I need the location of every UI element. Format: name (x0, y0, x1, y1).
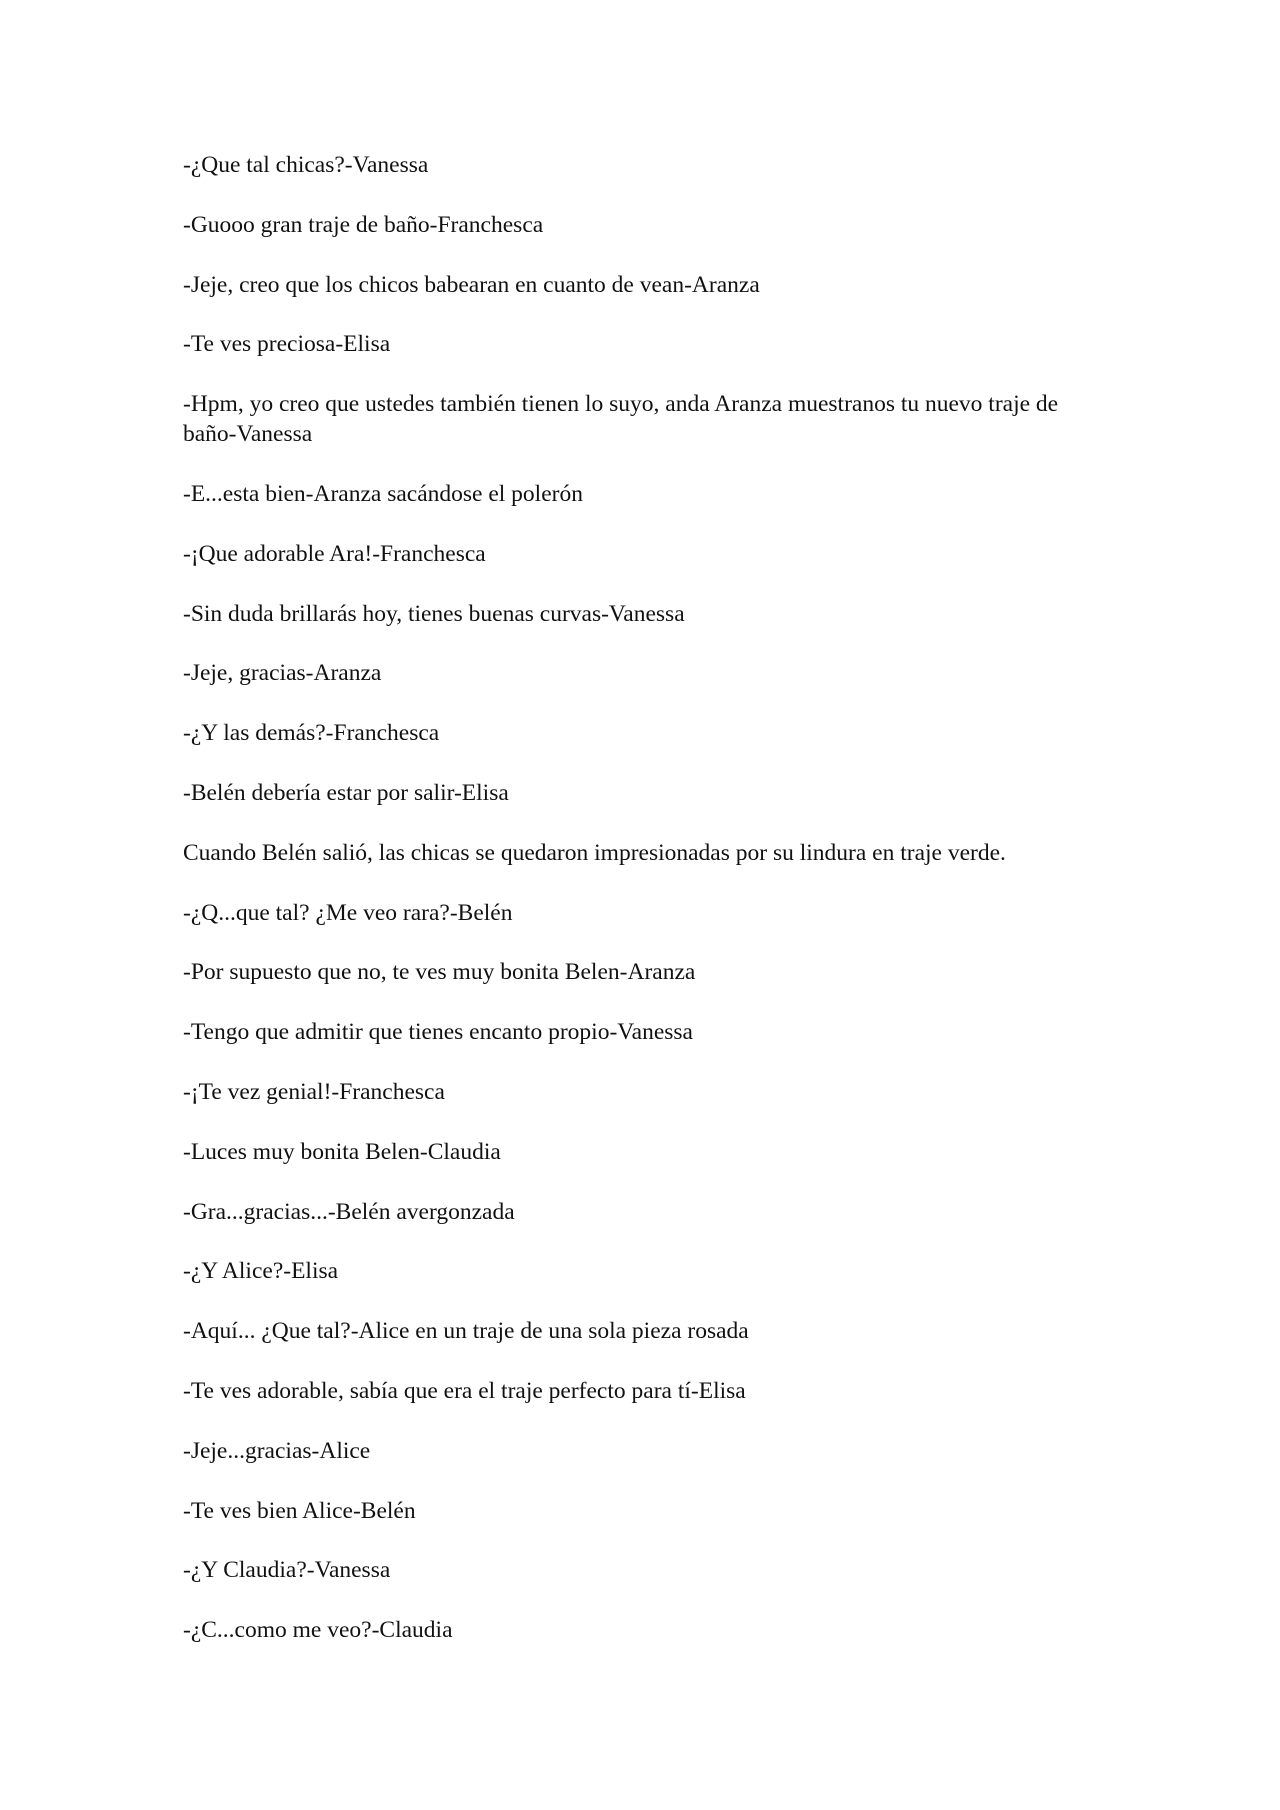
dialogue-line: -Belén debería estar por salir-Elisa (183, 779, 509, 806)
dialogue-line: -¿Que tal chicas?-Vanessa (183, 152, 429, 178)
dialogue-line: -Por supuesto que no, te ves muy bonita Belen-Aranza (183, 959, 696, 986)
dialogue-line: -¿C...como me veo?-Claudia (183, 1617, 453, 1644)
dialogue-line: -Guooo gran traje de baño-Franchesca (183, 211, 544, 238)
dialogue-line: -E...esta bien-Aranza sacándose el polerón (183, 480, 583, 507)
dialogue-line: -¡Te vez genial!-Franchesca (183, 1078, 445, 1105)
dialogue-line: -¿Y las demás?-Franchesca (183, 720, 440, 747)
dialogue-line: -¡Que adorable Ara!-Franchesca (183, 540, 486, 567)
dialogue-line: -Hpm, yo creo que ustedes también tienen lo suyo, anda Aranza muestranos tu nuevo traje de baño-Vanessa (183, 391, 1059, 448)
dialogue-line: -¿Q...que tal? ¿Me veo rara?-Belén (183, 899, 513, 926)
dialogue-line: -Aquí... ¿Que tal?-Alice en un traje de una sola pieza rosada (183, 1318, 749, 1345)
dialogue-line: -Te ves adorable, sabía que era el traje perfecto para tí-Elisa (183, 1377, 746, 1404)
dialogue-line: -¿Y Claudia?-Vanessa (183, 1557, 391, 1584)
dialogue-line: -Te ves preciosa-Elisa (183, 331, 391, 358)
dialogue-line: -Jeje...gracias-Alice (183, 1437, 371, 1464)
dialogue-line: -Te ves bien Alice-Belén (183, 1497, 416, 1524)
dialogue-line: -Luces muy bonita Belen-Claudia (183, 1138, 501, 1165)
dialogue-line: -Jeje, creo que los chicos babearan en cuanto de vean-Aranza (183, 271, 760, 298)
document-body (183, 150, 1083, 1675)
dialogue-line: -Tengo que admitir que tienes encanto propio-Vanessa (183, 1019, 693, 1046)
dialogue-line: -Sin duda brillarás hoy, tienes buenas curvas-Vanessa (183, 600, 685, 627)
dialogue-line: -Jeje, gracias-Aranza (183, 660, 382, 687)
dialogue-line: -¿Y Alice?-Elisa (183, 1258, 339, 1285)
narration-paragraph: Cuando Belén salió, las chicas se quedaron impresionadas por su lindura en traje verde. (183, 839, 1006, 866)
dialogue-line: -Gra...gracias...-Belén avergonzada (183, 1198, 515, 1225)
